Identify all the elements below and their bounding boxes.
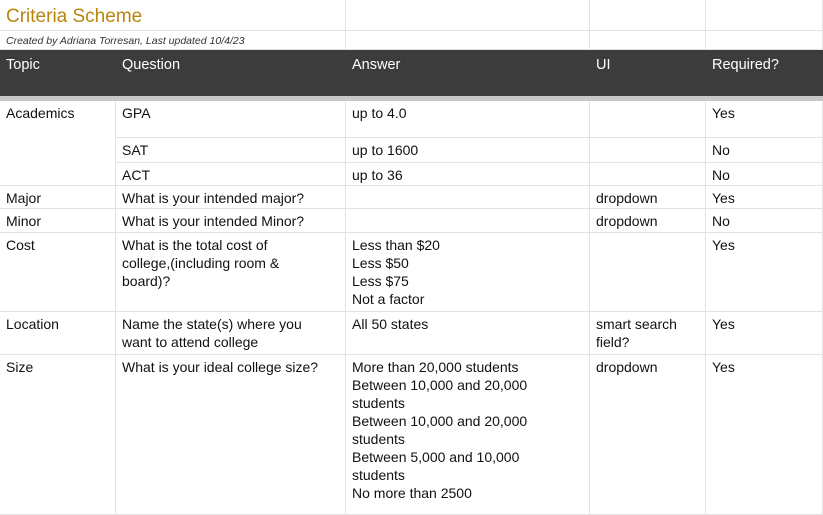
empty-cell[interactable] xyxy=(706,0,823,31)
question-line: What is the total cost of xyxy=(122,237,268,253)
answer-cell[interactable] xyxy=(346,355,590,515)
empty-cell[interactable] xyxy=(706,31,823,50)
ui-cell[interactable]: dropdown xyxy=(590,186,706,209)
answer-cell[interactable]: up to 1600 xyxy=(346,138,590,163)
answer-line: Between 10,000 and 20,000 xyxy=(352,377,528,393)
topic-cell[interactable]: Location xyxy=(0,312,116,355)
answer-cell[interactable]: All 50 states xyxy=(346,312,590,355)
question-cell[interactable]: GPA xyxy=(116,101,346,138)
table-row xyxy=(0,312,823,355)
question-cell[interactable] xyxy=(116,233,346,312)
header-topic[interactable]: Topic xyxy=(0,50,116,96)
ui-line: field? xyxy=(596,334,630,350)
title-row xyxy=(0,0,823,31)
required-cell[interactable]: Yes xyxy=(706,186,823,209)
header-row xyxy=(0,50,823,101)
table-row xyxy=(0,138,823,163)
required-cell[interactable]: Yes xyxy=(706,101,823,138)
answer-line: Less than $20 xyxy=(352,237,440,253)
ui-cell[interactable] xyxy=(590,138,706,163)
required-cell[interactable]: Yes xyxy=(706,355,823,515)
header-required[interactable]: Required? xyxy=(706,50,823,96)
question-cell[interactable]: What is your ideal college size? xyxy=(116,355,346,515)
answer-line: Between 5,000 and 10,000 xyxy=(352,449,520,465)
subtitle-row xyxy=(0,31,823,50)
topic-cell[interactable]: Minor xyxy=(0,209,116,233)
header-ui[interactable]: UI xyxy=(590,50,706,96)
answer-line: Less $50 xyxy=(352,255,409,271)
ui-line: smart search xyxy=(596,316,677,332)
table-row xyxy=(0,163,823,186)
empty-cell[interactable] xyxy=(590,31,706,50)
table-row xyxy=(0,355,823,515)
answer-line: students xyxy=(352,467,405,483)
answer-line: More than 20,000 students xyxy=(352,359,519,375)
question-cell[interactable]: What is your intended Minor? xyxy=(116,209,346,233)
answer-cell[interactable]: up to 4.0 xyxy=(346,101,590,138)
table-row xyxy=(0,233,823,312)
topic-cell[interactable]: Size xyxy=(0,355,116,515)
question-cell[interactable]: ACT xyxy=(116,163,346,186)
question-cell[interactable] xyxy=(116,312,346,355)
question-line: board)? xyxy=(122,273,171,289)
answer-line: Not a factor xyxy=(352,291,425,307)
empty-cell[interactable] xyxy=(590,0,706,31)
answer-cell[interactable]: up to 36 xyxy=(346,163,590,186)
question-line: Name the state(s) where you xyxy=(122,316,302,332)
answer-cell[interactable] xyxy=(346,186,590,209)
required-cell[interactable]: No xyxy=(706,209,823,233)
ui-cell[interactable]: dropdown xyxy=(590,209,706,233)
answer-line: students xyxy=(352,395,405,411)
ui-cell[interactable] xyxy=(590,312,706,355)
empty-cell[interactable] xyxy=(346,31,590,50)
answer-cell[interactable] xyxy=(346,233,590,312)
empty-cell[interactable] xyxy=(346,0,590,31)
question-line: college,(including room & xyxy=(122,255,280,271)
table-row xyxy=(0,101,823,138)
answer-cell[interactable] xyxy=(346,209,590,233)
topic-cell[interactable]: Major xyxy=(0,186,116,209)
topic-cell[interactable] xyxy=(0,163,116,186)
header-answer[interactable]: Answer xyxy=(346,50,590,96)
topic-cell[interactable]: Cost xyxy=(0,233,116,312)
required-cell[interactable]: Yes xyxy=(706,233,823,312)
header-question[interactable]: Question xyxy=(116,50,346,96)
ui-cell[interactable] xyxy=(590,163,706,186)
question-cell[interactable]: What is your intended major? xyxy=(116,186,346,209)
ui-cell[interactable]: dropdown xyxy=(590,355,706,515)
topic-cell[interactable] xyxy=(0,138,116,163)
question-line: want to attend college xyxy=(122,334,259,350)
topic-cell[interactable]: Academics xyxy=(0,101,116,138)
answer-line: students xyxy=(352,431,405,447)
question-cell[interactable]: SAT xyxy=(116,138,346,163)
answer-line: Less $75 xyxy=(352,273,409,289)
required-cell[interactable]: No xyxy=(706,138,823,163)
table-row xyxy=(0,209,823,233)
sheet-subtitle[interactable]: Created by Adriana Torresan, Last updated 10/4/23 xyxy=(0,31,346,50)
required-cell[interactable]: Yes xyxy=(706,312,823,355)
required-cell[interactable]: No xyxy=(706,163,823,186)
ui-cell[interactable] xyxy=(590,101,706,138)
answer-line: No more than 2500 xyxy=(352,485,472,501)
sheet-title[interactable]: Criteria Scheme xyxy=(0,0,346,31)
ui-cell[interactable] xyxy=(590,233,706,312)
table-row xyxy=(0,186,823,209)
answer-line: Between 10,000 and 20,000 xyxy=(352,413,528,429)
